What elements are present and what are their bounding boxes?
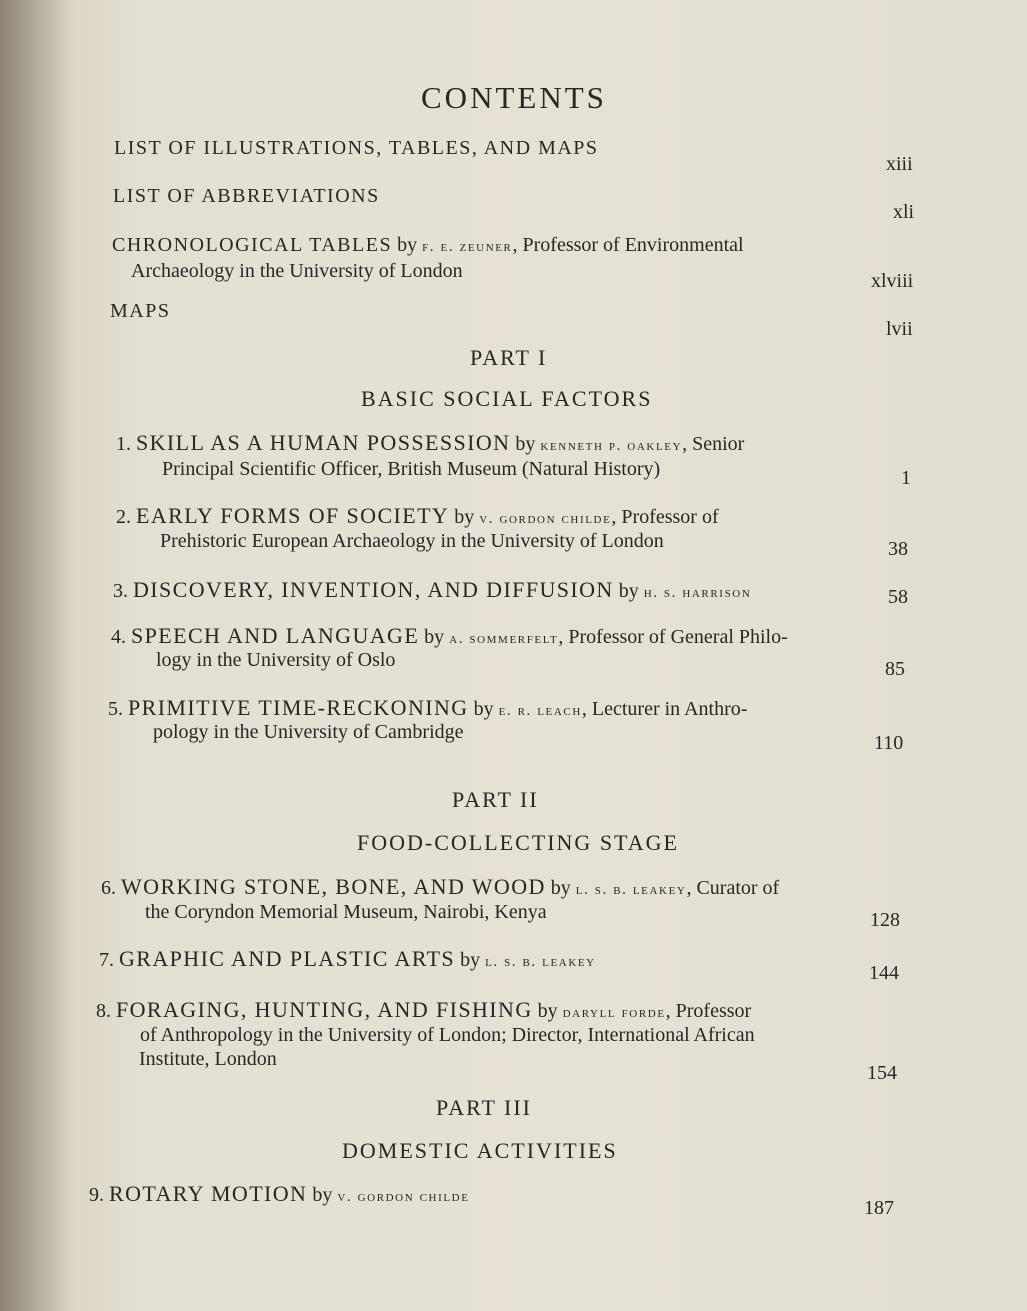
author-description: , Professor of Environmental bbox=[512, 234, 744, 256]
author-name: l. s. b. leakey bbox=[485, 954, 596, 970]
chapter-entry bbox=[89, 1181, 470, 1207]
front-matter-page: xlviii bbox=[871, 270, 914, 292]
chapter-number: 4. bbox=[111, 626, 126, 648]
front-matter-page: xli bbox=[893, 201, 915, 223]
author-name: f. e. zeuner bbox=[422, 239, 513, 255]
chapter-number: 9. bbox=[89, 1184, 104, 1206]
part-label: PART III bbox=[436, 1095, 532, 1120]
chapter-page: 38 bbox=[888, 538, 908, 560]
author-description: , Professor bbox=[665, 1000, 752, 1022]
chapter-entry bbox=[108, 695, 747, 721]
chapter-page: 187 bbox=[864, 1197, 894, 1219]
part-name: DOMESTIC ACTIVITIES bbox=[342, 1138, 618, 1163]
author-name: e. r. leach bbox=[498, 703, 582, 719]
author-name: l. s. b. leakey bbox=[575, 882, 687, 898]
chapter-title: ROTARY MOTION bbox=[109, 1181, 308, 1206]
chapter-entry bbox=[99, 946, 596, 972]
author-description-continued: Institute, London bbox=[139, 1048, 277, 1070]
front-matter-entry bbox=[112, 234, 744, 257]
author-description: , Lecturer in Anthro- bbox=[581, 698, 748, 720]
part-label: PART I bbox=[470, 345, 548, 370]
author-description-continued: logy in the University of Oslo bbox=[156, 649, 396, 671]
book-spine-shadow bbox=[0, 0, 70, 1311]
author-name: daryll forde bbox=[562, 1005, 666, 1021]
chapter-number: 2. bbox=[116, 506, 131, 528]
author-name: a. sommerfelt bbox=[449, 631, 559, 647]
chapter-page: 144 bbox=[869, 962, 899, 984]
author-description-continued: Archaeology in the University of London bbox=[131, 260, 463, 282]
chapter-title: PRIMITIVE TIME-RECKONING bbox=[128, 695, 469, 720]
front-matter-page: xiii bbox=[886, 153, 913, 175]
by-word: by bbox=[424, 626, 445, 648]
chapter-number: 3. bbox=[113, 580, 128, 602]
chapter-page: 1 bbox=[901, 467, 911, 489]
chapter-title: WORKING STONE, BONE, AND WOOD bbox=[121, 874, 546, 899]
author-description: , Senior bbox=[682, 433, 745, 455]
chapter-page: 128 bbox=[870, 909, 900, 931]
chapter-number: 8. bbox=[96, 1000, 111, 1022]
front-matter-title: MAPS bbox=[110, 300, 171, 322]
part-label: PART II bbox=[452, 787, 539, 812]
by-word: by bbox=[312, 1184, 333, 1206]
chapter-page: 58 bbox=[888, 586, 908, 608]
author-description: , Curator of bbox=[686, 877, 780, 899]
by-word: by bbox=[397, 234, 418, 256]
chapter-title: DISCOVERY, INVENTION, AND DIFFUSION bbox=[133, 577, 614, 602]
by-word: by bbox=[550, 877, 571, 899]
by-word: by bbox=[515, 433, 536, 455]
chapter-number: 5. bbox=[108, 698, 123, 720]
chapter-number: 1. bbox=[116, 433, 131, 455]
chapter-entry bbox=[96, 997, 751, 1023]
chapter-page: 110 bbox=[874, 732, 904, 754]
chapter-title: FORAGING, HUNTING, AND FISHING bbox=[116, 997, 533, 1022]
chapter-number: 7. bbox=[99, 949, 114, 971]
chapter-number: 6. bbox=[101, 877, 116, 899]
by-word: by bbox=[537, 1000, 558, 1022]
chapter-page: 154 bbox=[867, 1062, 897, 1084]
author-name: v. gordon childe bbox=[479, 511, 612, 527]
part-name: BASIC SOCIAL FACTORS bbox=[361, 386, 653, 411]
chapter-entry bbox=[101, 874, 779, 900]
author-description-continued: Principal Scientific Officer, British Museum (Natural History) bbox=[162, 458, 661, 480]
author-description: , Professor of General Philo- bbox=[558, 626, 788, 648]
author-name: h. s. harrison bbox=[643, 585, 752, 601]
by-word: by bbox=[460, 949, 481, 971]
part-name: FOOD-COLLECTING STAGE bbox=[357, 830, 679, 855]
chapter-title: SKILL AS A HUMAN POSSESSION bbox=[136, 430, 511, 455]
chapter-title: EARLY FORMS OF SOCIETY bbox=[136, 503, 450, 528]
chapter-entry bbox=[111, 623, 788, 649]
chapter-page: 85 bbox=[885, 658, 905, 680]
author-description-continued: pology in the University of Cambridge bbox=[153, 721, 464, 743]
front-matter-title: LIST OF ILLUSTRATIONS, TABLES, AND MAPS bbox=[114, 137, 599, 159]
chapter-entry bbox=[116, 503, 719, 529]
chapter-entry bbox=[116, 430, 744, 456]
author-description-continued: the Coryndon Memorial Museum, Nairobi, Kenya bbox=[145, 901, 547, 923]
chapter-title: SPEECH AND LANGUAGE bbox=[131, 623, 420, 648]
by-word: by bbox=[618, 580, 639, 602]
chapter-entry bbox=[113, 577, 751, 603]
front-matter-page: lvii bbox=[886, 318, 913, 340]
author-description: , Professor of bbox=[611, 506, 719, 528]
author-name: kenneth p. oakley bbox=[540, 438, 683, 454]
author-description-continued: Prehistoric European Archaeology in the University of London bbox=[160, 530, 664, 552]
by-word: by bbox=[454, 506, 475, 528]
by-word: by bbox=[473, 698, 494, 720]
author-name: v. gordon childe bbox=[337, 1189, 470, 1205]
chapter-title: GRAPHIC AND PLASTIC ARTS bbox=[119, 946, 456, 971]
front-matter-title: CHRONOLOGICAL TABLES bbox=[112, 234, 393, 256]
contents-heading: CONTENTS bbox=[421, 80, 607, 115]
front-matter-title: LIST OF ABBREVIATIONS bbox=[113, 185, 380, 207]
author-description-continued: of Anthropology in the University of London; Director, International African bbox=[140, 1024, 755, 1046]
